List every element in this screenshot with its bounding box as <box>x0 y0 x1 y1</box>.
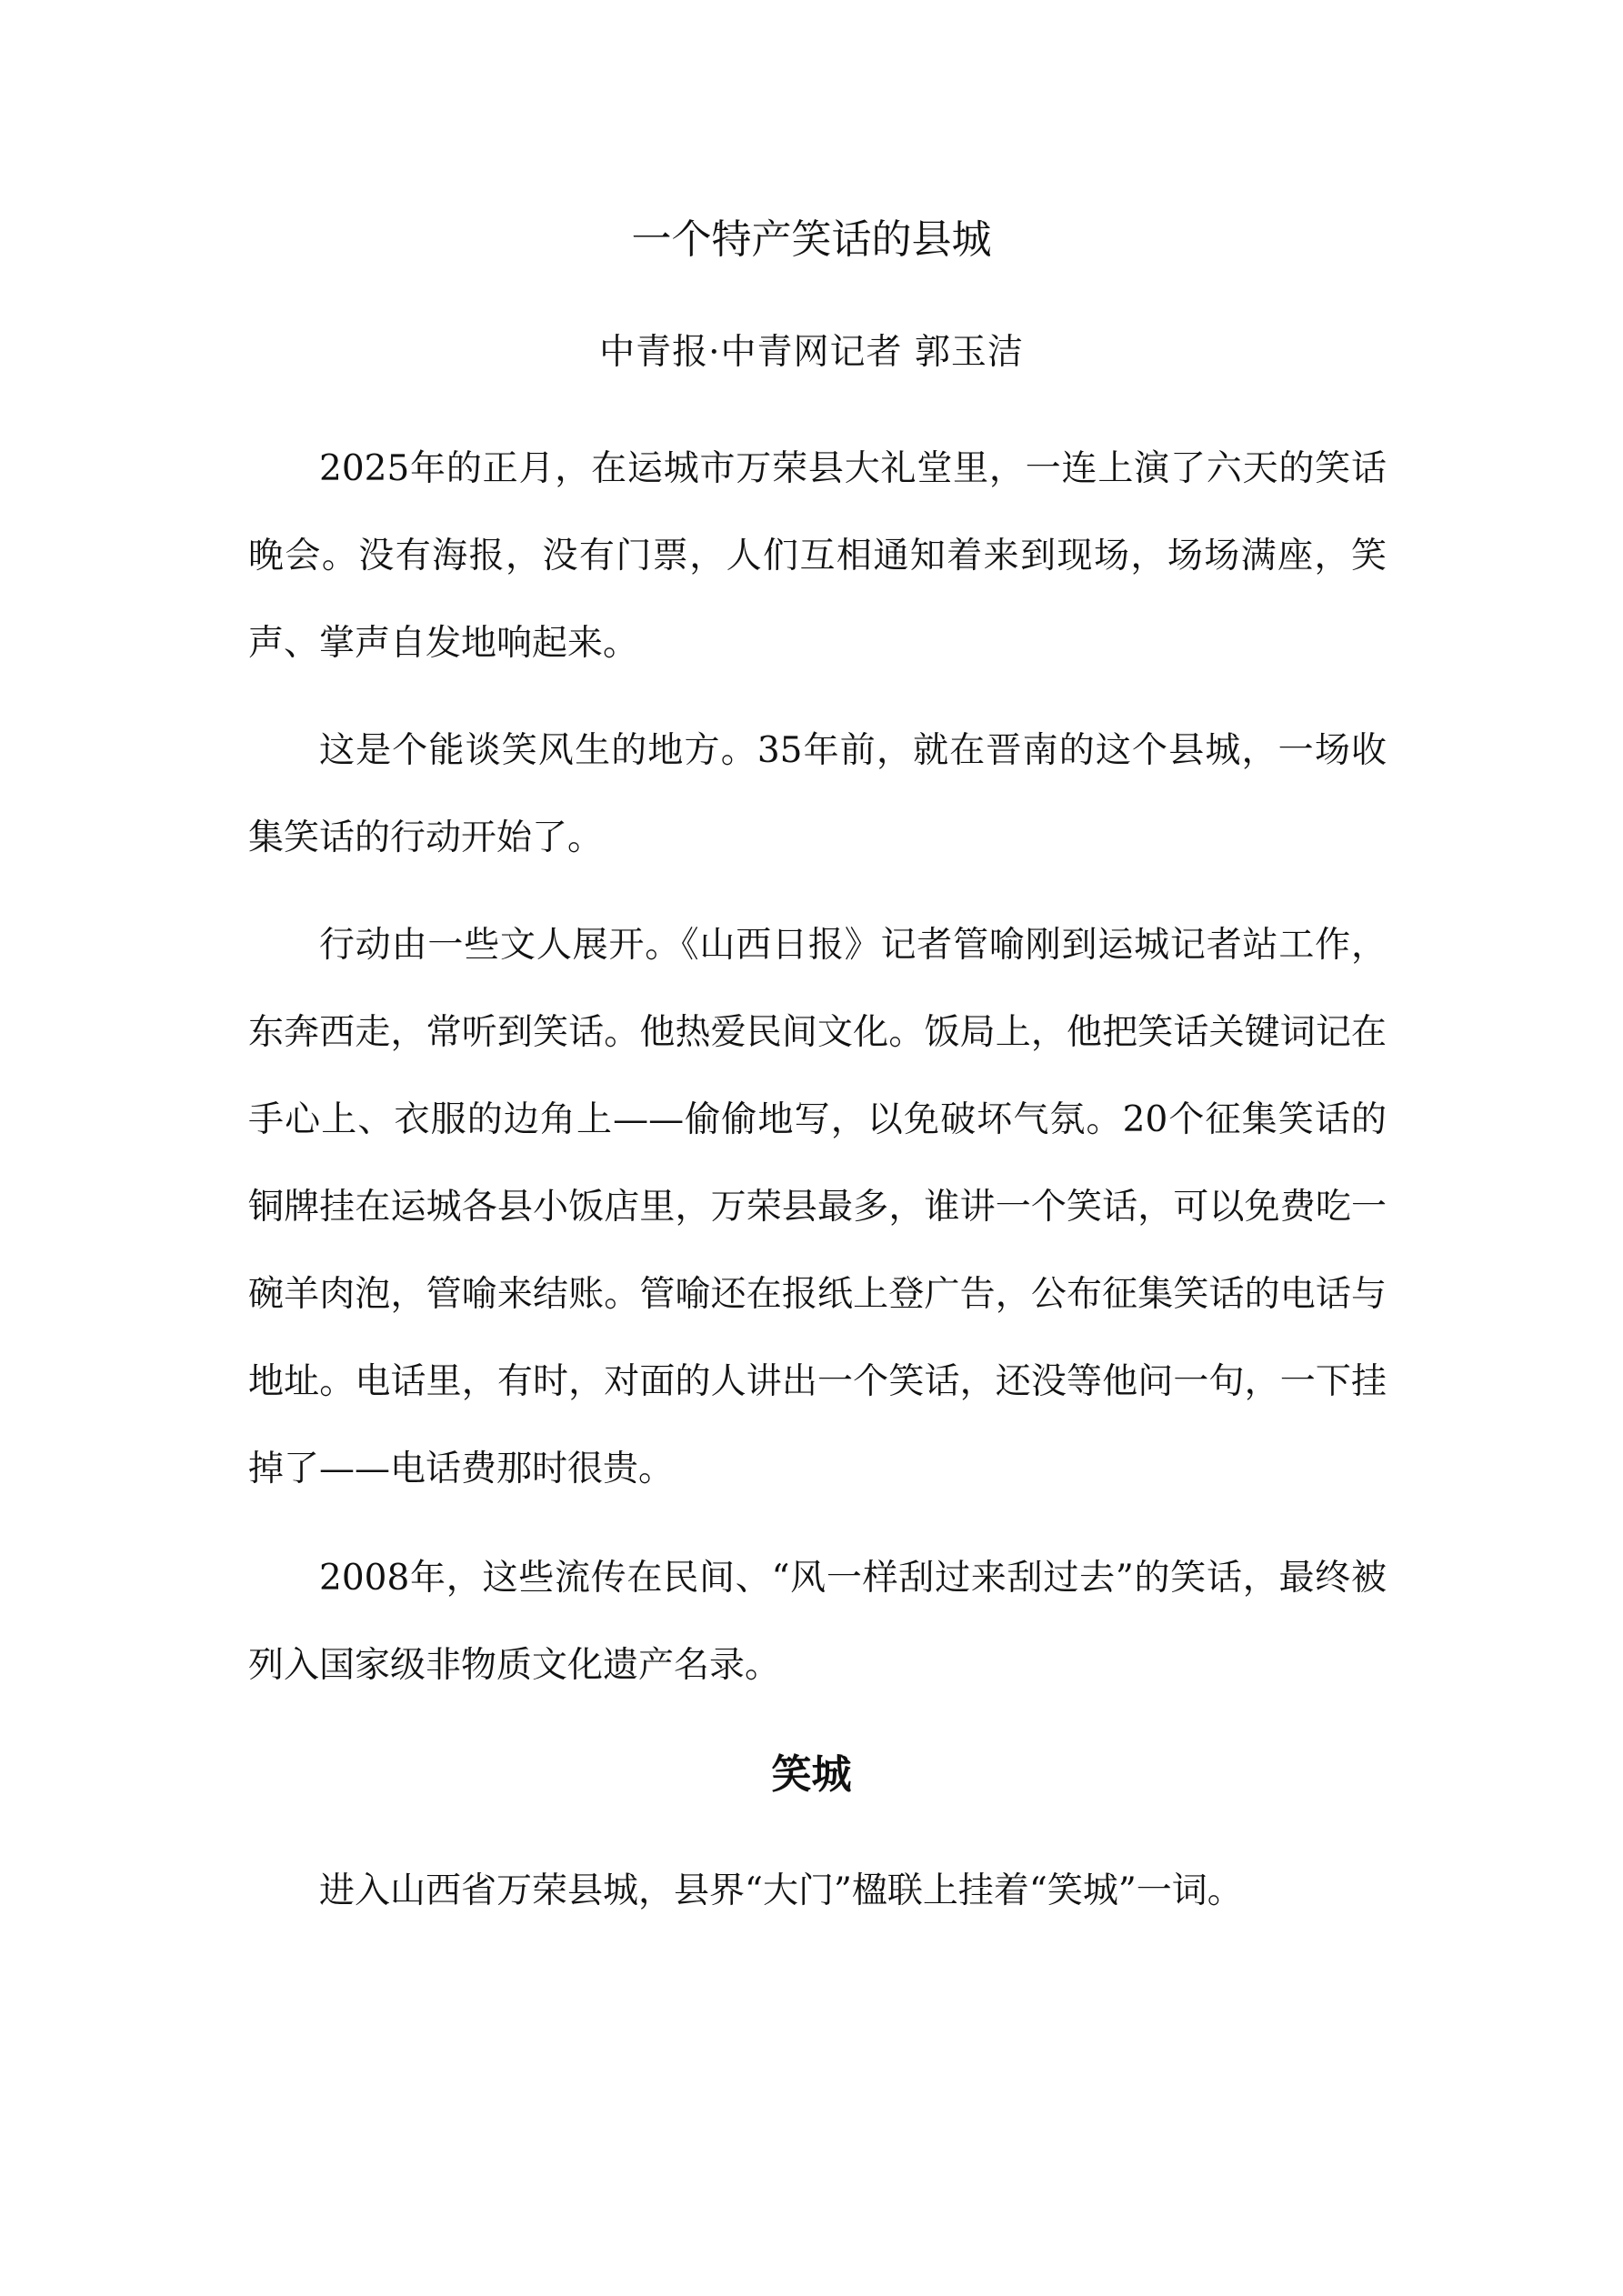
article-paragraph-4: 2008年，这些流传在民间、“风一样刮过来刮过去”的笑话，最终被列入国家级非物质文化遗产名录。 <box>248 1558 1387 1686</box>
article-paragraph-2: 这是个能谈笑风生的地方。35年前，就在晋南的这个县城，一场收集笑话的行动开始了。 <box>248 730 1387 858</box>
section-heading: 笑城 <box>771 1751 852 1798</box>
section-paragraph-1: 进入山西省万荣县城，县界“大门”楹联上挂着“笑城”一词。 <box>319 1870 1243 1911</box>
article-paragraph-3: 行动由一些文人展开。《山西日报》记者管喻刚到运城记者站工作，东奔西走，常听到笑话。他热爱民间文化。饭局上，他把笑话关键词记在手心上、衣服的边角上——偷偷地写，以免破坏气氛。20个征集笑话的铜牌挂在运城各县小饭店里，万荣县最多，谁讲一个笑话，可以免费吃一碗羊肉泡，管喻来结账。管喻还在报纸上登广告，公布征集笑话的电话与地址。电话里，有时，对面的人讲出一个笑话，还没等他问一句，一下挂掉了——电话费那时很贵。 <box>248 925 1387 1489</box>
article-byline: 中青报·中青网记者 郭玉洁 <box>599 332 1024 373</box>
article-title: 一个特产笑话的县城 <box>631 216 992 263</box>
article-paragraph-1: 2025年的正月，在运城市万荣县大礼堂里，一连上演了六天的笑话晚会。没有海报，没有门票，人们互相通知着来到现场，场场满座，笑声、掌声自发地响起来。 <box>248 448 1387 664</box>
